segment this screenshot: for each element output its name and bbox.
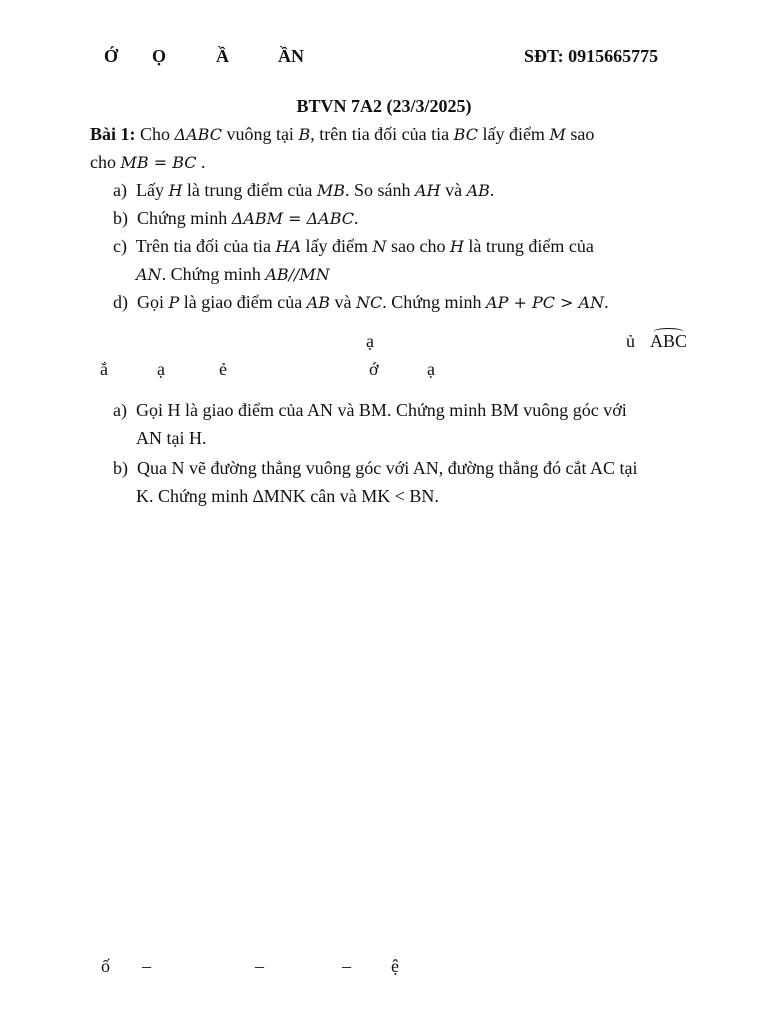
item-label: b)	[113, 208, 128, 228]
item-math: P	[168, 293, 180, 312]
item-label: a)	[113, 180, 127, 200]
item-text: và	[334, 292, 352, 312]
item-text: .	[354, 208, 359, 228]
bai1-text: Cho	[140, 124, 171, 144]
bai1-text: vuông tại	[226, 124, 294, 144]
header-fragment-1: Ớ	[104, 46, 119, 66]
bai1-item-d	[113, 289, 609, 316]
item-text: và	[445, 180, 463, 200]
item-text: Gọi	[137, 292, 164, 312]
item-text: K. Chứng minh ∆MNK cân và MK < BN.	[136, 486, 439, 506]
bai1-text: cho	[90, 152, 116, 172]
bai2-fragment: ẻ	[219, 359, 227, 379]
bai2-item-a-line-2	[136, 425, 207, 451]
item-label: c)	[113, 236, 127, 256]
bai1-item-b	[113, 205, 359, 232]
bai2-fragment: ắ	[100, 359, 108, 379]
item-math: AN	[136, 265, 162, 284]
item-label: d)	[113, 292, 128, 312]
bai2-fragment: ớ	[369, 359, 379, 379]
bai2-fragment: ạ	[427, 359, 435, 379]
bai1-item-c	[113, 233, 594, 260]
bai1-text: sao	[570, 124, 595, 144]
item-math: AP + PC > AN	[486, 293, 605, 312]
bai2-fragment: ạ	[157, 359, 165, 379]
page-footer	[0, 956, 768, 980]
page-title: BTVN 7A2 (23/3/2025)	[296, 96, 472, 116]
item-text: Trên tia đối của tia	[135, 236, 271, 256]
bai1-math: BC	[453, 125, 478, 144]
item-text: . Chứng minh	[382, 292, 482, 312]
item-math: ΔABM = ΔABC	[231, 209, 354, 228]
bai1-label: Bài 1:	[90, 124, 136, 144]
footer-fragment: –	[342, 956, 351, 976]
item-math: MB	[316, 181, 346, 200]
item-text: .	[604, 292, 609, 312]
angle-abc: ABC	[650, 331, 688, 351]
bai2-fragment: ủ	[626, 331, 635, 351]
item-text: lấy điểm	[305, 236, 368, 256]
item-text: là trung điểm của	[468, 236, 594, 256]
item-text: .	[489, 180, 495, 200]
bai1-math: M	[549, 125, 566, 144]
footer-fragment: ệ	[391, 956, 399, 976]
footer-fragment: –	[255, 956, 264, 976]
item-text: Gọi H là giao điểm của AN và BM. Chứng minh BM vuông góc với	[135, 400, 627, 420]
bai1-item-a	[113, 177, 494, 204]
item-math: H	[449, 237, 464, 256]
bai1-math: MB = BC	[120, 153, 197, 172]
item-text: là giao điểm của	[183, 292, 303, 312]
header-fragment-3: Ầ	[216, 46, 229, 66]
bai2-item-b	[113, 455, 638, 481]
item-math: N	[372, 237, 387, 256]
item-text: là trung điểm của	[186, 180, 313, 200]
item-math: H	[168, 181, 183, 200]
header-phone: SĐT: 0915665775	[524, 46, 659, 66]
bai1-text: lấy điểm	[482, 124, 545, 144]
item-label: b)	[113, 458, 128, 478]
bai2-item-b-line-2	[136, 483, 439, 509]
bai1-math: B	[298, 125, 311, 144]
bai1-text: , trên tia đối của tia	[310, 124, 450, 144]
item-text: Qua N vẽ đường thẳng vuông góc với AN, đường thẳng đó cắt AC tại	[137, 458, 638, 478]
bai1-math: ΔABC	[174, 125, 222, 144]
footer-fragment: ố	[101, 956, 110, 976]
item-text: AN tại H.	[136, 428, 207, 448]
item-text: . So sánh	[345, 180, 411, 200]
item-text: . Chứng minh	[161, 264, 261, 284]
item-text: Lấy	[135, 180, 164, 200]
item-math: AH	[415, 181, 441, 200]
item-math: NC	[356, 293, 383, 312]
item-math: AB	[306, 293, 331, 312]
header-fragment-2: Ọ	[152, 46, 167, 66]
footer-fragment: –	[142, 956, 151, 976]
bai2-fragment: ạ	[366, 331, 374, 351]
bai1-text: .	[201, 152, 206, 172]
bai2-item-a	[113, 397, 627, 423]
bai1-line-2	[90, 149, 206, 176]
item-label: a)	[113, 400, 127, 420]
item-math: AB//MN	[265, 265, 330, 284]
bai1-item-c-line-2	[136, 261, 330, 288]
item-text: Chứng minh	[137, 208, 228, 228]
item-math: AB	[466, 181, 490, 200]
header-fragment-4: ẦN	[278, 46, 304, 66]
bai1-line-1	[90, 121, 594, 148]
item-text: sao cho	[390, 236, 446, 256]
item-math: HA	[275, 237, 301, 256]
page-header	[0, 46, 768, 72]
